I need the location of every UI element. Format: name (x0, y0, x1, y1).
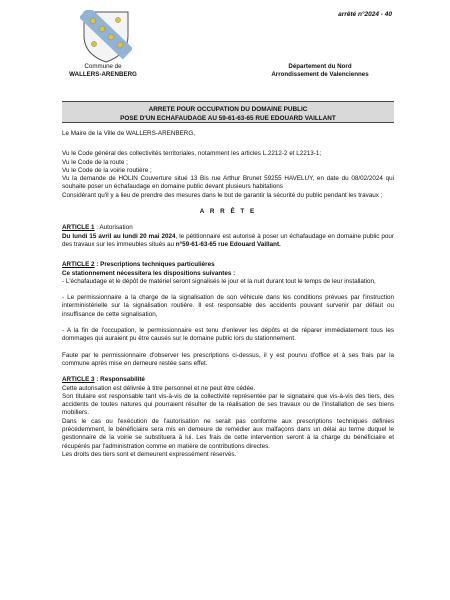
article-3-paragraph: Les droits des tiers sont et demeurent expressément réservés. (62, 450, 237, 458)
article-label: ARTICLE 3 (62, 376, 95, 384)
document-body (62, 130, 394, 459)
article-3-paragraph: Dans le cas ou l'exécution de l'autorisation ne serait pas conforme aux prescriptions techniques définies précédemment, le bénéficiaire sera mis en demeure de remédier aux malfaçons dans un délai au terme duquel le gestionnaire de la voirie se substituera à lui. Les frais de cette intervention seront à la charge du bénéficiaire et récupérés par l'administration comme en matière de contributions directes. (62, 417, 394, 450)
title-line-2: POSE D'UN ECHAFAUDAGE AU 59-61-63-65 RUE EDOUARD VAILLANT (120, 115, 336, 122)
article-2-heading (62, 261, 394, 269)
article-2-item: - L'échafaudage et le dépôt de matériel seront signalisés le jour et la nuit durant tout le temps de leur installation, (62, 277, 376, 285)
commune-block (58, 63, 148, 79)
vu-line: Vu le Code de la route ; (62, 158, 128, 166)
considerant-line: Considérant qu'il y a lieu de prendre des mesures dans le but de garantir la sécurité du public pendant les travaux ; (62, 191, 383, 199)
vu-line: Vu la demande de HOLIN Couverture situé 13 Bis rue Arthur Brunet 59255 HAVELUY, en date du 08/02/2024 qui souhaite poser un échafaudage en domaine public devant plusieurs habitations (62, 175, 394, 191)
title-line-1: ARRETE POUR OCCUPATION DU DOMAINE PUBLIC (148, 106, 308, 113)
commune-name: WALLERS-ARENBERG (69, 71, 137, 78)
title-band (62, 101, 394, 123)
article-label: ARTICLE 1 (62, 224, 95, 232)
article-1-heading (62, 224, 394, 232)
article-2-item: - Le permissionnaire a la charge de la signalisation de son véhicule dans les conditions prévues par l'instruction interministérielle sur la signalisation routière. Il est responsable des accidents pouvant survenir par défaut ou insuffisance de cette signalisation, (62, 294, 394, 318)
article-label: ARTICLE 2 (62, 261, 95, 269)
arrete-number: arrêté n°2024 - 40 (338, 11, 392, 18)
departement: Département du Nord (288, 63, 352, 70)
arrondissement: Arrondissement de Valenciennes (271, 71, 369, 78)
article-1-body: , le pétitionnaire est autorisé à poser un échafaudage en domaine public pour des travaux sur les immeubles situés au (62, 232, 394, 248)
article-title: : Prescriptions techniques particulières (94, 261, 215, 269)
article-1-dates: Du lundi 15 avril au lundi 20 mai 2024 (62, 232, 176, 240)
department-block (250, 63, 390, 79)
vu-line: Vu le Code de la voirie routière ; (62, 166, 152, 174)
arrete-heading: A R R Ê T E (199, 208, 257, 216)
article-3-paragraph: Son titulaire est responsable tant vis-à-vis de la collectivité représentée par le signataire que vis-à-vis des tiers, des accidents de toutes natures qui pourraient résulter de la réalisation de ses travaux ou de l'installation de ses biens mobiliers. (62, 392, 394, 417)
article-3-paragraph: Cette autorisation est délivrée à titre personnel et ne peut être cédée. (62, 384, 256, 392)
article-1-address: n°59-61-63-65 rue Edouard Vaillant. (175, 240, 281, 248)
article-2-item: - A la fin de l'occupation, le permissionnaire est tenu d'enlever les dépôts et de réparer immédiatement tous les dommages qui auraient pu être causés sur le domaine public lors du stationnement. (62, 327, 394, 343)
article-3-heading (62, 376, 394, 384)
vu-line: Vu le Code général des collectivités territoriales, notamment les articles L.2212-2 et L2213-1; (62, 150, 322, 158)
article-title: : Responsabilité (94, 376, 145, 384)
article-2-footer: Faute par le permissionnaire d'observer les prescriptions ci-dessus, il y est pourvu d'office et à ses frais par la commune après mise en demeure restée sans effet. (62, 351, 394, 367)
commune-label: Commune de (84, 63, 122, 70)
article-1-text (62, 233, 394, 250)
article-2-subtitle: Ce stationnement nécessitera les dispositions suivantes : (62, 269, 236, 277)
city-crest-logo (80, 10, 132, 64)
intro-line: Le Maire de la Ville de WALLERS-ARENBERG, (62, 130, 195, 137)
article-title: : Autorisation (94, 224, 133, 232)
